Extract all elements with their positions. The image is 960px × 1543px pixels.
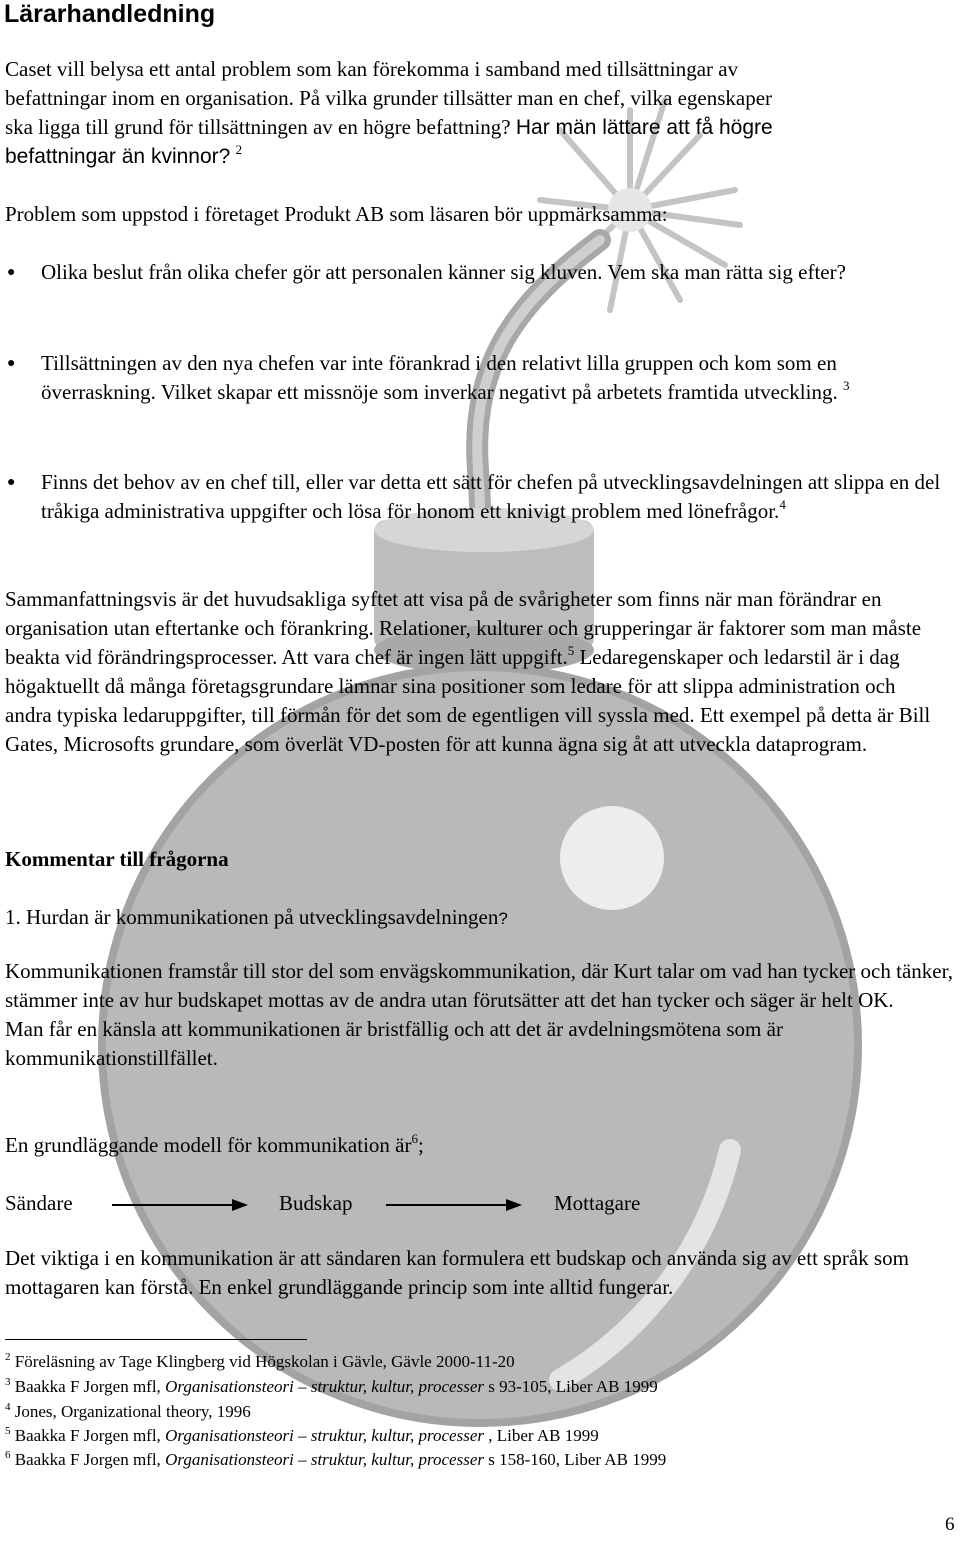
summary-part2: Ledaregenskaper och ledarstil är i dag högaktuellt då många företagsgrundare lämnar sina positioner som ledare för att slippa administration och andra typiska ledaruppgifter, till förmån för det som de egentligen vill syssla med. Ett exempel på detta är Bill Gates, Microsofts grundare, som överlät VD-posten för att kunna ägna sig åt att utveckla dataprogram. xyxy=(5,645,931,756)
bullet-item xyxy=(41,258,956,287)
bullet-text: Finns det behov av en chef till, eller var detta ett sätt för chefen på utvecklingsavdelningen att slippa en del tråkiga administrativa uppgifter och lösa för honom ett knivigt problem med lönefrågor. xyxy=(41,470,941,523)
footnote xyxy=(5,1375,945,1399)
footnote xyxy=(5,1350,945,1374)
footnote-number: 6 xyxy=(5,1449,11,1461)
communication-paragraph xyxy=(5,957,960,1073)
comments-heading: Kommentar till frågorna xyxy=(5,847,229,871)
model-intro xyxy=(5,1131,905,1160)
bullet-item xyxy=(41,468,956,526)
intro-line2: befattningar inom en organisation. xyxy=(5,86,294,110)
summary-part1: Sammanfattningsvis är det huvudsakliga syftet att visa på de svårigheter som finns när man förändrar en organisation utan eftertanke och förankring. Relationer, kulturer och grupperingar är faktorer som man måste beakta vid förändringsprocesser. Att vara chef är ingen lätt uppgift. xyxy=(5,587,922,669)
footnote-text: Baakka F Jorgen mfl, xyxy=(10,1426,166,1445)
model-intro-text: En grundläggande modell för kommunikation är xyxy=(5,1133,412,1157)
intro-line1: Caset vill belysa ett antal problem som kan förekomma i samband med tillsättningar av xyxy=(5,57,739,81)
model-receiver: Mottagare xyxy=(554,1191,641,1215)
footnote-text: Baakka F Jorgen mfl, xyxy=(10,1377,166,1396)
footnote xyxy=(5,1400,945,1424)
summary-paragraph xyxy=(5,585,935,759)
bullet-item xyxy=(41,349,956,407)
footnote-number: 5 xyxy=(5,1425,11,1437)
question-number: 1. xyxy=(5,905,21,929)
model-message: Budskap xyxy=(279,1191,353,1215)
arrow-right-icon xyxy=(384,1196,524,1214)
communication-p1: Kommunikationen framstår till stor del som envägskommunikation, där Kurt talar om vad han tycker och tänker, stämmer inte av hur budskapet mottas av de andra utan förutsätter att det han tycker och säger är helt OK. xyxy=(5,959,954,1012)
footnote-text-end: s 158-160, Liber AB 1999 xyxy=(483,1450,667,1469)
footnote xyxy=(5,1448,945,1472)
intro-line4: befattningar än kvinnor? xyxy=(5,145,231,168)
footnote-number: 4 xyxy=(5,1401,11,1413)
footnote xyxy=(5,1424,945,1448)
bullet-marker: ● xyxy=(7,265,16,280)
footnote-title: Organisationsteori – struktur, kultur, processer xyxy=(165,1426,484,1445)
intro-line3: ska ligga till grund för tillsättningen av en högre befattning? xyxy=(5,115,511,139)
model-intro-end: ; xyxy=(418,1133,424,1157)
document-title: Lärarhandledning xyxy=(4,0,216,28)
footnote-text-end: s 93-105, Liber AB 1999 xyxy=(483,1377,658,1396)
footnote-text-end: , Liber AB 1999 xyxy=(483,1426,599,1445)
bullet-text: Olika beslut från olika chefer gör att personalen känner sig kluven. Vem ska man rätta sig efter? xyxy=(41,260,846,284)
arrow-right-icon xyxy=(110,1196,250,1214)
footnote-title: Organisationsteori – struktur, kultur, processer xyxy=(165,1450,484,1469)
communication-p2: Man får en känsla att kommunikationen är bristfällig och att det är avdelningsmötena som är kommunikationstillfället. xyxy=(5,1017,783,1070)
model-sender: Sändare xyxy=(5,1191,73,1215)
footnote-ref-5: 5 xyxy=(567,643,575,658)
page-number: 6 xyxy=(945,1514,955,1535)
intro-paragraph xyxy=(5,55,960,171)
footnote-number: 2 xyxy=(5,1351,11,1363)
footnote-ref-4: 4 xyxy=(779,497,786,512)
intro-line2b: På vilka grunder tillsätter man en chef, vilka egenskaper xyxy=(299,86,773,110)
bullet-marker: ● xyxy=(7,356,16,371)
intro-line3b: Har män lättare att få högre xyxy=(515,116,773,139)
footnote-ref-2: 2 xyxy=(235,142,243,157)
problems-heading: Problem som uppstod i företaget Produkt AB som läsaren bör uppmärksamma: xyxy=(5,202,668,226)
question-1 xyxy=(5,903,905,933)
footnote-separator xyxy=(5,1339,307,1340)
closing-paragraph: Det viktiga i en kommunikation är att sändaren kan formulera ett budskap och använda sig av ett språk som mottagaren kan förstå. En enkel grundläggande princip som inte alltid fungerar. xyxy=(5,1246,909,1299)
footnote-title: Organisationsteori – struktur, kultur, processer xyxy=(165,1377,484,1396)
footnote-ref-3: 3 xyxy=(842,378,850,393)
footnote-ref-6: 6 xyxy=(411,1131,418,1146)
footnote-text: Jones, Organizational theory, 1996 xyxy=(10,1402,251,1421)
bullet-marker: ● xyxy=(7,475,16,490)
footnote-text: Föreläsning av Tage Klingberg vid Högskolan i Gävle, Gävle 2000-11-20 xyxy=(10,1352,515,1371)
bullet-text: Tillsättningen av den nya chefen var inte förankrad i den relativt lilla gruppen och kom som en överraskning. Vilket skapar ett missnöje som inverkar negativt på arbetets framtida utveckling. xyxy=(41,351,838,404)
footnote-text: Baakka F Jorgen mfl, xyxy=(10,1450,166,1469)
footnote-number: 3 xyxy=(5,1376,11,1388)
question-mark: ? xyxy=(498,909,508,928)
question-text: Hurdan är kommunikationen på utvecklingsavdelningen xyxy=(26,905,499,929)
